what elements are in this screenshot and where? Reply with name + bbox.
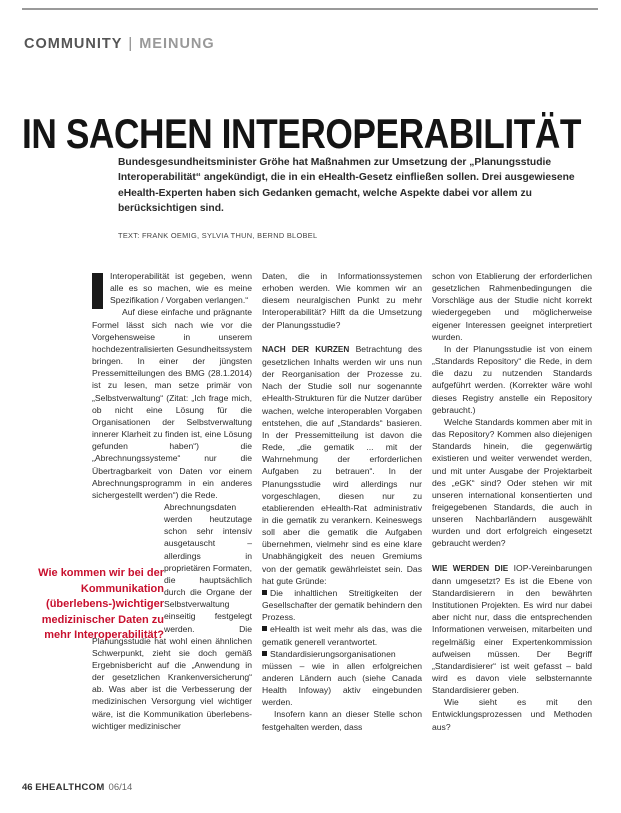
bullet-item xyxy=(262,587,422,623)
paragraph: Abrechnungsdaten werden heutzutage schon sehr intensiv ausgetauscht – allerdings in proprietären Formaten, die hauptsächlich durch die Organe der Selbstverwaltung einseitig festgelegt werden. Die Planungsstudie hat wohl einen ähnlichen Schwerpunkt, zieht sie doch gemäß Ergebnisbericht auf die „Anwendung in der gesetzlichen Krankenversicherung“ ab. Was aber ist die Verbesserung der medizinischen Versorgung viel wichtiger wäre, ist die Kommunikation überlebens-wichtiger medizinischer xyxy=(92,501,252,731)
bullet-square-icon xyxy=(262,651,267,656)
text-column-2 xyxy=(262,270,422,733)
paragraph: Interoperabilität ist gegeben, wenn alle es so machen, wie es meine Spezifikation / Vorgaben verlangen.“ xyxy=(110,271,252,306)
bullet-square-icon xyxy=(262,626,267,631)
paragraph: Welche Standards kommen aber mit in das Repository? Kommen also diejenigen Standards hinein, die gegenwärtig existieren und weiter verwendet werden, und mit unter Ausgabe der Projektarbeit des „eGK“ sind? Oder stehen wir mit unseren international konsentierten und freigegebenen Standards, die auch in unseren Nachbarländern ausgewählt wurden und dort erfolgreich eingesetzt gebraucht werden? xyxy=(432,416,592,549)
text-column-3 xyxy=(432,270,592,733)
paragraph xyxy=(432,562,592,697)
pull-quote: Wie kommen wir bei der Kommunikation (überlebens-)wichtiger medizinischer Daten zu mehr Interoperabilität? xyxy=(38,567,164,641)
bullet-text: Standardisierungsorganisationen müssen – wie in allen erfolgreichen anderen Ländern auch (siehe Canada Health Infoway) aktiv eingebunden werden. xyxy=(262,648,422,708)
page-footer xyxy=(22,782,132,793)
article-title: IN SACHEN INTEROPERABILITÄT xyxy=(22,110,582,157)
paragraph: In der Planungsstudie ist von einem „Standards Repository“ die Rede, in dem die dazu zu nutzenden Standards aufgeführt werden. (Korrekter wäre wohl dieses Registry anstelle ein Repository gebraucht.) xyxy=(432,343,592,415)
section-rubric xyxy=(24,36,215,52)
article-lead: Bundesgesundheitsminister Gröhe hat Maßnahmen zur Umsetzung der „Planungsstudie Interoperabilität“ angekündigt, die in ein eHealth-Gesetz einfließen sollen. Drei ausgewiesene eHealth-Experten haben sich Gedanken gemacht, welche Aspekte dabei vor allem zu berücksichtigen sind. xyxy=(118,157,575,214)
bullet-item xyxy=(262,648,422,709)
bullet-text: Die inhaltlichen Streitigkeiten der Gesellschafter der gematik behindern den Prozess. xyxy=(262,587,422,623)
paragraph: Daten, die in Informationssystemen erhoben werden. Wie kommen wir an diesem neuralgischen Punkt zu mehr Interoperabilität? Hilft da die Umsetzung der Planungsstudie? xyxy=(262,271,422,330)
drop-cap-bar xyxy=(92,273,103,309)
rubric-section: COMMUNITY xyxy=(24,36,123,52)
page-number: 46 xyxy=(22,782,33,793)
paragraph: Wie sieht es mit den Entwicklungsprozessen und Methoden aus? xyxy=(432,697,592,732)
bullet-square-icon xyxy=(262,590,267,595)
paragraph: schon von Etablierung der erforderlichen gesetzlichen Rahmenbedingungen die Vorschläge aus der Studie nicht korrekt wiedergegeben und möglicherweise eigener Interessen geeignet interpretiert wurden. xyxy=(432,271,592,342)
text-column-1 xyxy=(92,270,252,732)
magazine-name: EHEALTHCOM xyxy=(35,782,105,793)
paragraph: Auf diese einfache und prägnante Formel lässt sich nach wie vor die Vorgehensweise in unserem hochdezentralisierten Gesundheitssystem bringen. In einer der jüngsten Pressemitteilungen des BMG (28.1.2014) ist zu lesen, man setze primär von „Selbstverwaltung“ (Zitat: „Ich frage mich, ob nicht eine Lösung für die Organisationen der Selbstverwaltung innerer Klarheit zu finden ist, eine Lösung gefunden haben“) die „Abrechnungssysteme“ nur die Übertragbarkeit von Daten vor einem Abrechnungsprogramm in ein anderes sichergestellt werden“) die Rede. xyxy=(92,307,252,500)
bullet-item xyxy=(262,623,422,647)
rubric-subsection: MEINUNG xyxy=(139,36,215,52)
top-rule xyxy=(22,8,598,10)
issue-number: 06/14 xyxy=(108,782,133,793)
author-credits: TEXT: FRANK OEMIG, SYLVIA THUN, BERND BLOBEL xyxy=(118,231,318,240)
paragraph: Insofern kann an dieser Stelle schon festgehalten werden, dass xyxy=(262,709,422,732)
bullet-text: eHealth ist weit mehr als das, was die gematik generell verantwortet. xyxy=(262,624,422,647)
run-in-head: NACH DER KURZEN xyxy=(262,344,350,354)
run-in-head: WIE WERDEN DIE xyxy=(432,563,509,573)
paragraph xyxy=(262,343,422,587)
paragraph-text: IOP-Vereinbarungen dann umgesetzt? Es ist die Ebene von Standardisierern in den bewährten Institutionen Projekten. Es wird nur dabei aber nicht nur, dass die entsprechenden Informationen verweisen, mitarbeiten und regelmäßig einer Expertenkommission aufweisen müssen. Der Begriff „Standardisierer“ ist weit gefasst – bald wird es davon viele selbsternannte Standardisierer geben. xyxy=(432,562,592,696)
paragraph-text: Betrachtung des gesetzlichen Inhalts werden wir uns nun der Reorganisation der Prozesse zu. Nach der Studie soll nur sogenannte eHealth-Strukturen für die Nutzer darüber wachen, welche interoperablen Vorgaben entstehen, die auf „Standards“ basieren. In der Pressemitteilung ist davon die Rede, „die gematik ... mit der Wahrnehmung der erforderlichen Aufgaben zu betrauen“. In der Planungsstudie wird allerdings nur vorgeschlagen, diesen nur zu etablierenden eHealth-Rat administrativ in die gematik zu verankern. Keineswegs soll aber die gematik die Aufgaben übernehmen, vielmehr sind es eine klare Unabhängigkeit des neuen Gremiums von der gematik gewährleistet sein. Das hat gute Gründe: xyxy=(262,343,422,586)
rubric-separator: | xyxy=(128,36,134,52)
